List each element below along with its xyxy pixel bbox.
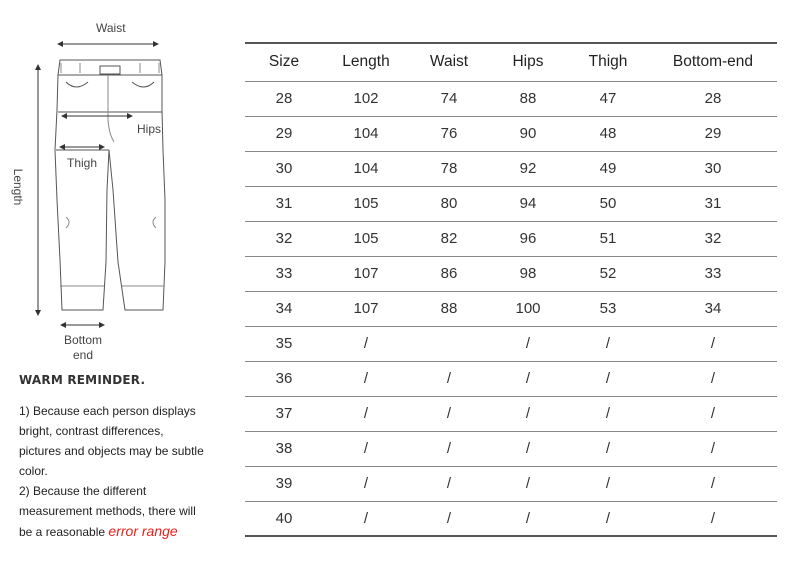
- cell-bottom-end: 30: [649, 151, 777, 186]
- cell-thigh: /: [567, 501, 649, 536]
- cell-length: 105: [323, 221, 409, 256]
- reminder-line: [19, 521, 239, 542]
- table-row: [245, 256, 777, 291]
- cell-bottom-end: /: [649, 466, 777, 501]
- cell-size: 34: [245, 291, 323, 326]
- cell-bottom-end: 32: [649, 221, 777, 256]
- cell-waist: 74: [409, 81, 489, 116]
- cell-thigh: /: [567, 326, 649, 361]
- bottom-label-line2: end: [72, 348, 94, 362]
- cell-thigh: 47: [567, 81, 649, 116]
- bottom-label-line1: Bottom: [63, 333, 102, 347]
- header-thigh: Thigh: [567, 43, 649, 81]
- cell-waist: 76: [409, 116, 489, 151]
- cell-bottom-end: 33: [649, 256, 777, 291]
- cell-hips: 96: [489, 221, 567, 256]
- warm-reminder: [19, 373, 239, 542]
- length-label: Length: [11, 168, 25, 206]
- cell-thigh: 50: [567, 186, 649, 221]
- table-row: [245, 326, 777, 361]
- cell-bottom-end: 31: [649, 186, 777, 221]
- cell-thigh: 48: [567, 116, 649, 151]
- cell-waist: 86: [409, 256, 489, 291]
- cell-thigh: 51: [567, 221, 649, 256]
- cell-length: /: [323, 396, 409, 431]
- cell-length: /: [323, 466, 409, 501]
- table-row: [245, 431, 777, 466]
- cell-waist: [409, 326, 489, 361]
- cell-size: 32: [245, 221, 323, 256]
- reminder-line: 1) Because each person displays: [19, 404, 196, 418]
- cell-size: 28: [245, 81, 323, 116]
- reminder-line: color.: [19, 464, 48, 478]
- cell-length: 105: [323, 186, 409, 221]
- cell-length: 104: [323, 151, 409, 186]
- cell-hips: 92: [489, 151, 567, 186]
- cell-size: 31: [245, 186, 323, 221]
- cell-hips: /: [489, 361, 567, 396]
- cell-waist: 78: [409, 151, 489, 186]
- cell-size: 30: [245, 151, 323, 186]
- table-row: [245, 186, 777, 221]
- cell-waist: 80: [409, 186, 489, 221]
- pants-outline: [55, 60, 165, 310]
- cell-length: 107: [323, 291, 409, 326]
- reminder-text: [19, 401, 239, 542]
- cell-bottom-end: /: [649, 431, 777, 466]
- cell-length: /: [323, 501, 409, 536]
- header-size: Size: [245, 43, 323, 81]
- cell-hips: 94: [489, 186, 567, 221]
- cell-hips: 100: [489, 291, 567, 326]
- cell-waist: /: [409, 466, 489, 501]
- table-row: [245, 291, 777, 326]
- cell-size: 36: [245, 361, 323, 396]
- cell-hips: /: [489, 466, 567, 501]
- cell-hips: 88: [489, 81, 567, 116]
- header-bottom-end: Bottom-end: [649, 43, 777, 81]
- hips-label: Hips: [137, 122, 162, 136]
- cell-hips: /: [489, 326, 567, 361]
- table-row: [245, 81, 777, 116]
- cell-size: 29: [245, 116, 323, 151]
- cell-waist: /: [409, 431, 489, 466]
- table-body: [245, 81, 777, 536]
- table-header-row: [245, 43, 777, 81]
- cell-size: 37: [245, 396, 323, 431]
- reminder-line: 2) Because the different: [19, 484, 147, 498]
- cell-length: /: [323, 431, 409, 466]
- cell-thigh: 49: [567, 151, 649, 186]
- cell-hips: /: [489, 501, 567, 536]
- reminder-line: measurement methods, there will: [19, 504, 196, 518]
- cell-bottom-end: 34: [649, 291, 777, 326]
- table-row: [245, 501, 777, 536]
- cell-size: 35: [245, 326, 323, 361]
- cell-size: 33: [245, 256, 323, 291]
- table-row: [245, 466, 777, 501]
- cell-length: 102: [323, 81, 409, 116]
- cell-bottom-end: /: [649, 361, 777, 396]
- cell-bottom-end: 29: [649, 116, 777, 151]
- cell-thigh: /: [567, 431, 649, 466]
- table-row: [245, 116, 777, 151]
- bottom-end-label: [60, 333, 106, 363]
- cell-bottom-end: /: [649, 326, 777, 361]
- cell-hips: /: [489, 431, 567, 466]
- cell-thigh: 53: [567, 291, 649, 326]
- header-hips: Hips: [489, 43, 567, 81]
- cell-length: /: [323, 326, 409, 361]
- cell-bottom-end: /: [649, 396, 777, 431]
- cell-waist: 88: [409, 291, 489, 326]
- cell-size: 40: [245, 501, 323, 536]
- waist-label: Waist: [96, 21, 126, 35]
- size-chart-table: [245, 42, 777, 537]
- pants-measurement-diagram: [0, 0, 240, 370]
- cell-waist: /: [409, 361, 489, 396]
- cell-thigh: /: [567, 396, 649, 431]
- table-row: [245, 361, 777, 396]
- cell-size: 39: [245, 466, 323, 501]
- cell-length: 104: [323, 116, 409, 151]
- reminder-prefix: be a reasonable: [19, 525, 106, 539]
- cell-bottom-end: /: [649, 501, 777, 536]
- error-range-highlight: error range: [108, 523, 178, 539]
- cell-hips: /: [489, 396, 567, 431]
- cell-bottom-end: 28: [649, 81, 777, 116]
- reminder-title: WARM REMINDER.: [19, 373, 146, 387]
- header-length: Length: [323, 43, 409, 81]
- cell-thigh: /: [567, 466, 649, 501]
- table-row: [245, 221, 777, 256]
- cell-hips: 98: [489, 256, 567, 291]
- cell-hips: 90: [489, 116, 567, 151]
- reminder-line: bright, contrast differences,: [19, 424, 164, 438]
- reminder-line: pictures and objects may be subtle: [19, 444, 204, 458]
- cell-thigh: /: [567, 361, 649, 396]
- cell-waist: 82: [409, 221, 489, 256]
- cell-length: 107: [323, 256, 409, 291]
- cell-waist: /: [409, 396, 489, 431]
- header-waist: Waist: [409, 43, 489, 81]
- table-row: [245, 396, 777, 431]
- thigh-label: Thigh: [67, 156, 98, 170]
- cell-waist: /: [409, 501, 489, 536]
- cell-size: 38: [245, 431, 323, 466]
- cell-thigh: 52: [567, 256, 649, 291]
- table-row: [245, 151, 777, 186]
- cell-length: /: [323, 361, 409, 396]
- pants-illustration: [0, 0, 240, 370]
